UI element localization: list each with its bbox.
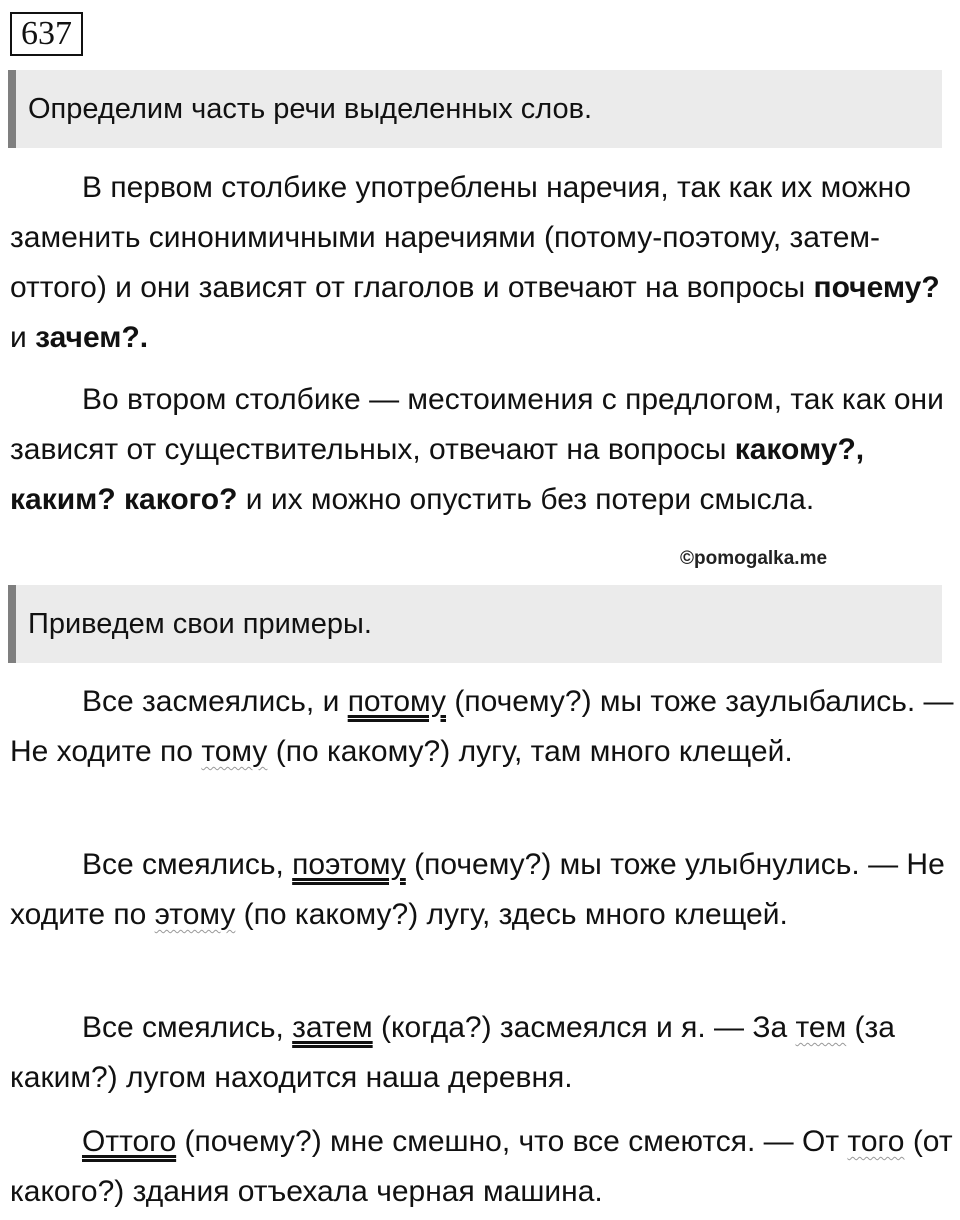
paragraph-pronouns	[10, 375, 956, 525]
paragraph-text: и	[10, 321, 36, 354]
paragraph-text: и их можно опустить без потери смысла.	[237, 483, 815, 516]
underlined-adverb: затем	[292, 1011, 373, 1044]
section-heading-text: Определим часть речи выделенных слов.	[28, 93, 593, 125]
wavy-pronoun: этому	[154, 898, 236, 931]
section-heading-text: Приведем свои примеры.	[28, 608, 372, 640]
paragraph-text: В первом столбике употреблены наречия, так как их можно заменить синонимичными наречиями (потому-поэтому, затем-оттого) и они зависят от глаголов и отвечают на вопросы	[10, 171, 911, 304]
example-text: (за каким?) лугом находится наша деревня.	[10, 1011, 895, 1094]
example-text: (от какого?) здания отъехала черная машина.	[10, 1125, 953, 1208]
example-3	[10, 1003, 956, 1103]
task-number: 637	[10, 12, 83, 56]
section-heading-part-of-speech	[8, 70, 942, 148]
paragraph-adverbs	[10, 163, 956, 363]
example-2	[10, 840, 956, 940]
example-1	[10, 677, 956, 777]
wavy-pronoun: тем	[795, 1011, 847, 1044]
example-text: (по какому?) лугу, там много клещей.	[267, 735, 793, 768]
wavy-pronoun: тому	[201, 735, 268, 768]
underlined-adverb: поэтому	[292, 848, 406, 881]
underlined-adverb: Оттого	[82, 1125, 177, 1158]
section-heading-examples	[8, 585, 942, 663]
bold-questions: какому?, каким? какого?	[10, 433, 865, 516]
example-text: (почему?) мы тоже заулыбались. — Не ходите по	[10, 685, 954, 768]
example-text: (когда?) засмеялся и я. — За	[372, 1011, 796, 1044]
bold-question: почему?	[813, 271, 940, 304]
example-text: Все смеялись,	[82, 1011, 293, 1044]
example-text: (по какому?) лугу, здесь много клещей.	[235, 898, 788, 931]
example-text: Все смеялись,	[82, 848, 293, 881]
bold-question: зачем?.	[35, 321, 149, 354]
wavy-pronoun: того	[847, 1125, 905, 1158]
watermark: ©pomogalka.me	[680, 548, 828, 569]
example-text: Все засмеялись, и	[82, 685, 348, 718]
example-4	[10, 1117, 956, 1217]
paragraph-text: Во втором столбике — местоимения с предлогом, так как они зависят от существительных, отвечают на вопросы	[10, 383, 944, 466]
underlined-adverb: потому	[347, 685, 447, 718]
example-text: (почему?) мне смешно, что все смеются. — От	[176, 1125, 848, 1158]
example-text: (почему?) мы тоже улыбнулись. — Не ходите по	[10, 848, 945, 931]
